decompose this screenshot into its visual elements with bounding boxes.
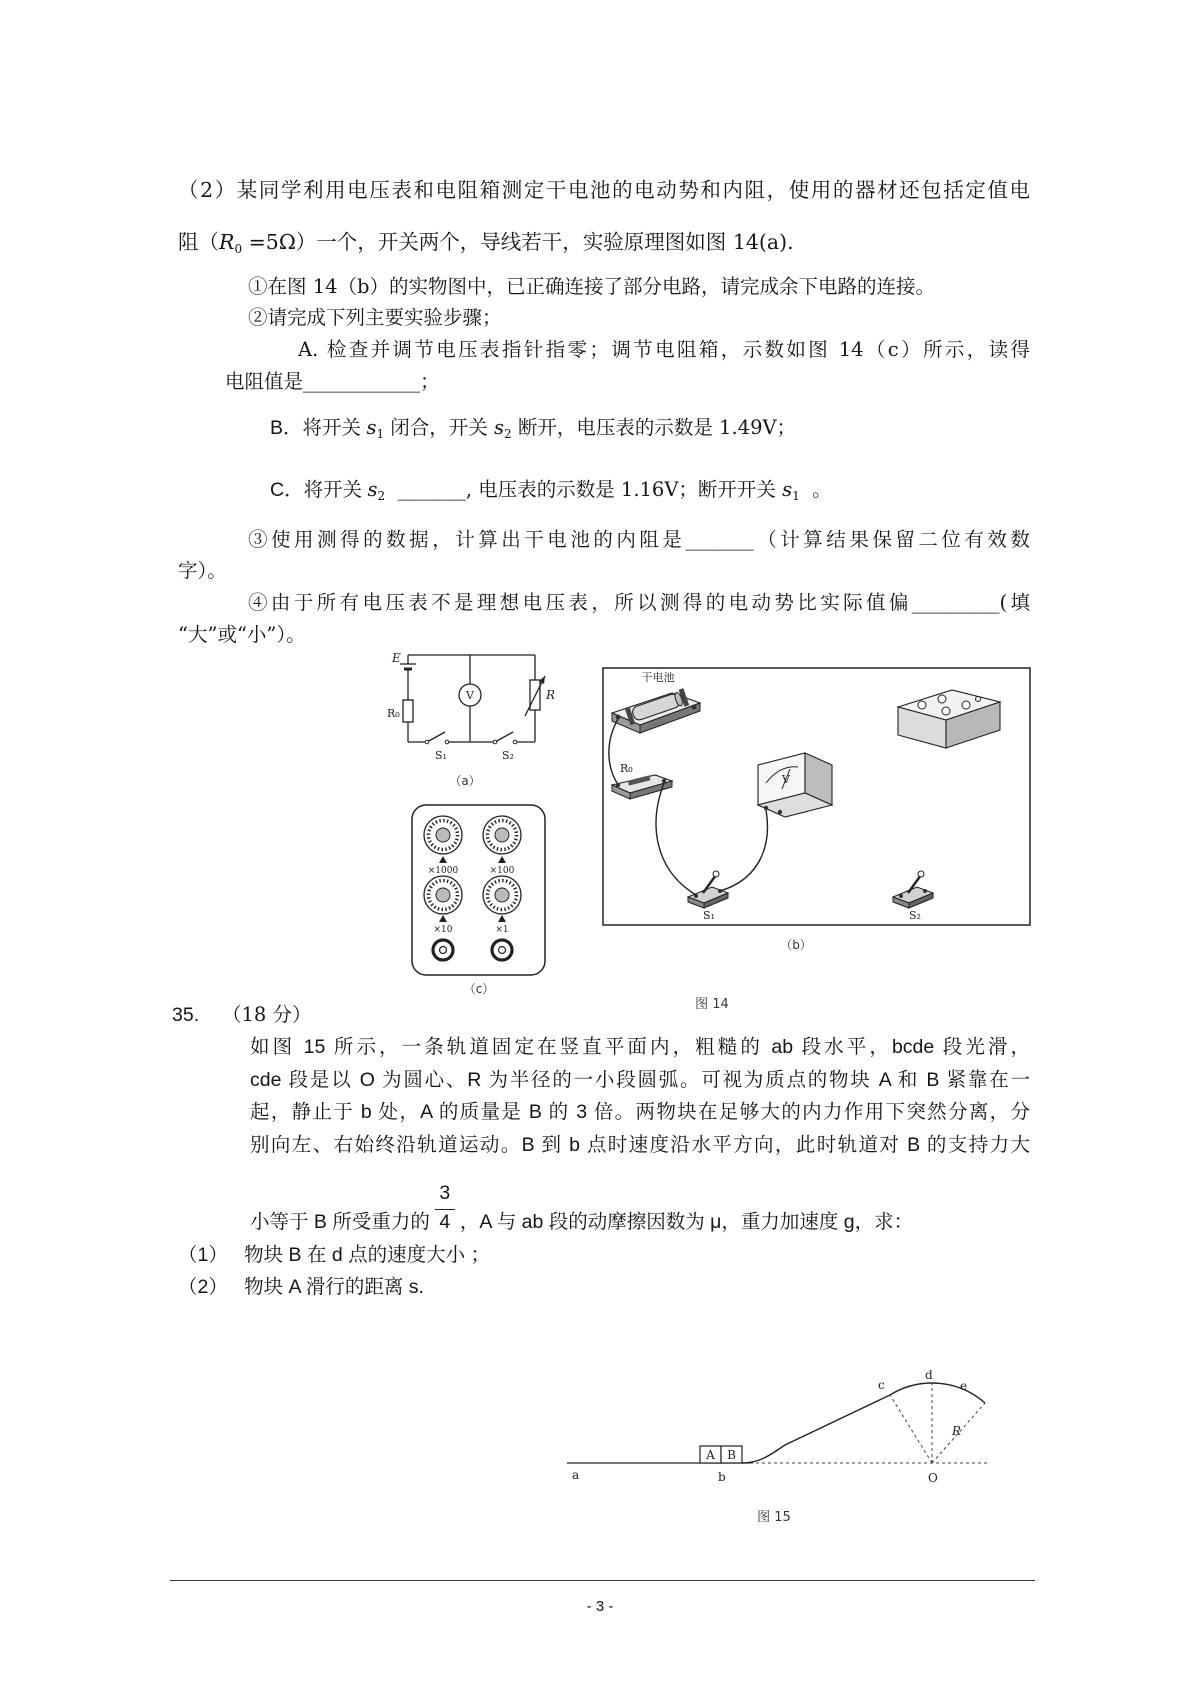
figure-14b-caption: （b）	[780, 938, 812, 952]
switch-s1-subscript: 1	[792, 489, 800, 503]
q34-stepA-line2: 电阻值是____________；	[225, 370, 440, 393]
stepC-text-3: 。	[799, 478, 832, 501]
fraction-three-quarters	[435, 1181, 455, 1234]
fraction-denominator: 4	[439, 1211, 451, 1233]
switch-s1-subscript: 1	[376, 427, 385, 441]
figure-15-track	[560, 1355, 1000, 1530]
label-point-e: e	[960, 1379, 968, 1393]
label-voltmeter: V	[782, 773, 790, 786]
q34-item4-line2: “大”或“小”）。	[178, 623, 306, 646]
q35-subquestion-2: （2） 物块 A 滑行的距离 s.	[178, 1276, 424, 1298]
q34-stepB	[270, 416, 796, 446]
page-number: - 3 -	[586, 1598, 614, 1615]
label-point-a: a	[572, 1468, 580, 1482]
q35-points: （18 分）	[222, 1003, 312, 1026]
track-bcde	[742, 1383, 985, 1463]
label-center-O: O	[928, 1471, 938, 1485]
label-x100: ×100	[489, 866, 515, 876]
stepB-text-3: 断开，电压表的示数是 1.49V；	[511, 416, 797, 439]
q35-para-line3: 起，静止于 b 处，A 的质量是 B 的 3 倍。两物块在足够大的内力作用下突然分离，分	[250, 1101, 1030, 1123]
r0-symbol: R	[219, 230, 235, 254]
q35-subquestion-1: （1） 物块 B 在 d 点的速度大小 ；	[178, 1244, 491, 1266]
figure-14b-apparatus	[600, 665, 1035, 960]
label-x1000: ×1000	[427, 866, 459, 876]
label-voltmeter: V	[466, 689, 474, 702]
q34-item1: ①在图 14（b）的实物图中，已正确连接了部分电路，请完成余下电路的连接。	[248, 275, 935, 298]
dial-x1000	[424, 816, 462, 854]
label-point-b: b	[718, 1470, 726, 1484]
switch-s2-symbol: s	[367, 478, 378, 501]
label-block-A: A	[706, 1448, 715, 1462]
label-S1: S₁	[703, 909, 715, 922]
footer-rule	[170, 1580, 1035, 1581]
r0-subscript: 0	[234, 242, 243, 256]
label-point-d: d	[925, 1368, 933, 1382]
radius-lines	[890, 1383, 985, 1463]
label-R0: R₀	[620, 762, 633, 775]
dial-x1	[483, 876, 521, 914]
stepC-text-1: C．将开关	[270, 479, 368, 501]
switch-s2-subscript: 2	[504, 427, 512, 441]
q35-para-line2: cde 段是以 O 为圆心、R 为半径的一小段圆弧。可视为质点的物块 A 和 B 紧靠在一	[250, 1069, 1030, 1091]
label-point-c: c	[878, 1378, 885, 1392]
label-S1: S₁	[435, 749, 447, 762]
q34-line2-pre: 阻（	[178, 230, 219, 254]
q34-item3-line2: 字）。	[178, 559, 227, 582]
switch-s1-symbol: s	[366, 416, 377, 439]
q34-line2-post: =5Ω）一个，开关两个，导线若干，实验原理图如图 14(a).	[242, 230, 794, 254]
label-R: R	[546, 688, 556, 702]
label-E: E	[392, 651, 401, 665]
q35-number: 35.	[172, 1004, 200, 1026]
label-battery: 干电池	[641, 671, 675, 684]
q35-para-line4: 别向左、右始终沿轨道运动。B 到 b 点时速度沿水平方向，此时轨道对 B 的支持力大	[250, 1134, 1030, 1156]
stepB-text-2: 闭合，开关	[384, 416, 494, 439]
figure-14c-caption: （c）	[463, 982, 495, 996]
switch-s2-symbol: s	[494, 416, 505, 439]
q34-item2: ②请完成下列主要实验步骤；	[248, 306, 502, 329]
figure-14-caption: 图 14	[695, 997, 729, 1012]
q35-line5-pre: 小等于 B 所受重力的	[250, 1211, 430, 1233]
label-radius-R: R	[952, 1424, 962, 1438]
q34-stepA-line1: A. 检查并调节电压表指针指零；调节电阻箱，示数如图 14（c）所示，读得	[298, 338, 1030, 361]
label-S2: S₂	[502, 749, 514, 762]
switch-s1-symbol: s	[782, 478, 793, 501]
q34-item3-line1: ③使用测得的数据，计算出干电池的内阻是_______（计算结果保留二位有效数	[248, 528, 1030, 551]
q34-line1: （2）某同学利用电压表和电阻箱测定干电池的电动势和内阻，使用的器材还包括定值电	[178, 178, 1030, 202]
figure-14a-caption: （a）	[449, 774, 481, 788]
figure-14c-resistance-box-dials	[405, 800, 555, 1000]
q34-line2	[178, 230, 794, 261]
fraction-numerator: 3	[439, 1182, 451, 1204]
q34-item4-line1: ④由于所有电压表不是理想电压表，所以测得的电动势比实际值偏_________(填	[248, 591, 1030, 614]
label-x10: ×10	[433, 925, 453, 935]
label-R0: R₀	[387, 707, 400, 720]
figure-15-caption: 图 15	[757, 1510, 791, 1525]
stepB-text-1: B．将开关	[270, 417, 367, 439]
q35-para-line5	[250, 1181, 913, 1234]
dial-x10	[424, 876, 462, 914]
dial-x100	[483, 816, 521, 854]
q35-para-line1: 如图 15 所示，一条轨道固定在竖直平面内，粗糙的 ab 段水平，bcde 段光滑，	[250, 1036, 1030, 1058]
voltmeter	[758, 753, 832, 817]
q35-line5-post: ，A 与 ab 段的动摩擦因数为 μ，重力加速度 g，求：	[459, 1211, 914, 1233]
label-S2: S₂	[909, 909, 921, 922]
label-block-B: B	[727, 1448, 736, 1462]
q34-stepC	[270, 478, 832, 508]
switch-s2-subscript: 2	[377, 489, 386, 503]
stepC-text-2: _______, 电压表的示数是 1.16V；断开开关	[385, 478, 783, 501]
label-x1: ×1	[495, 925, 509, 935]
figure-14a-circuit	[385, 640, 565, 795]
